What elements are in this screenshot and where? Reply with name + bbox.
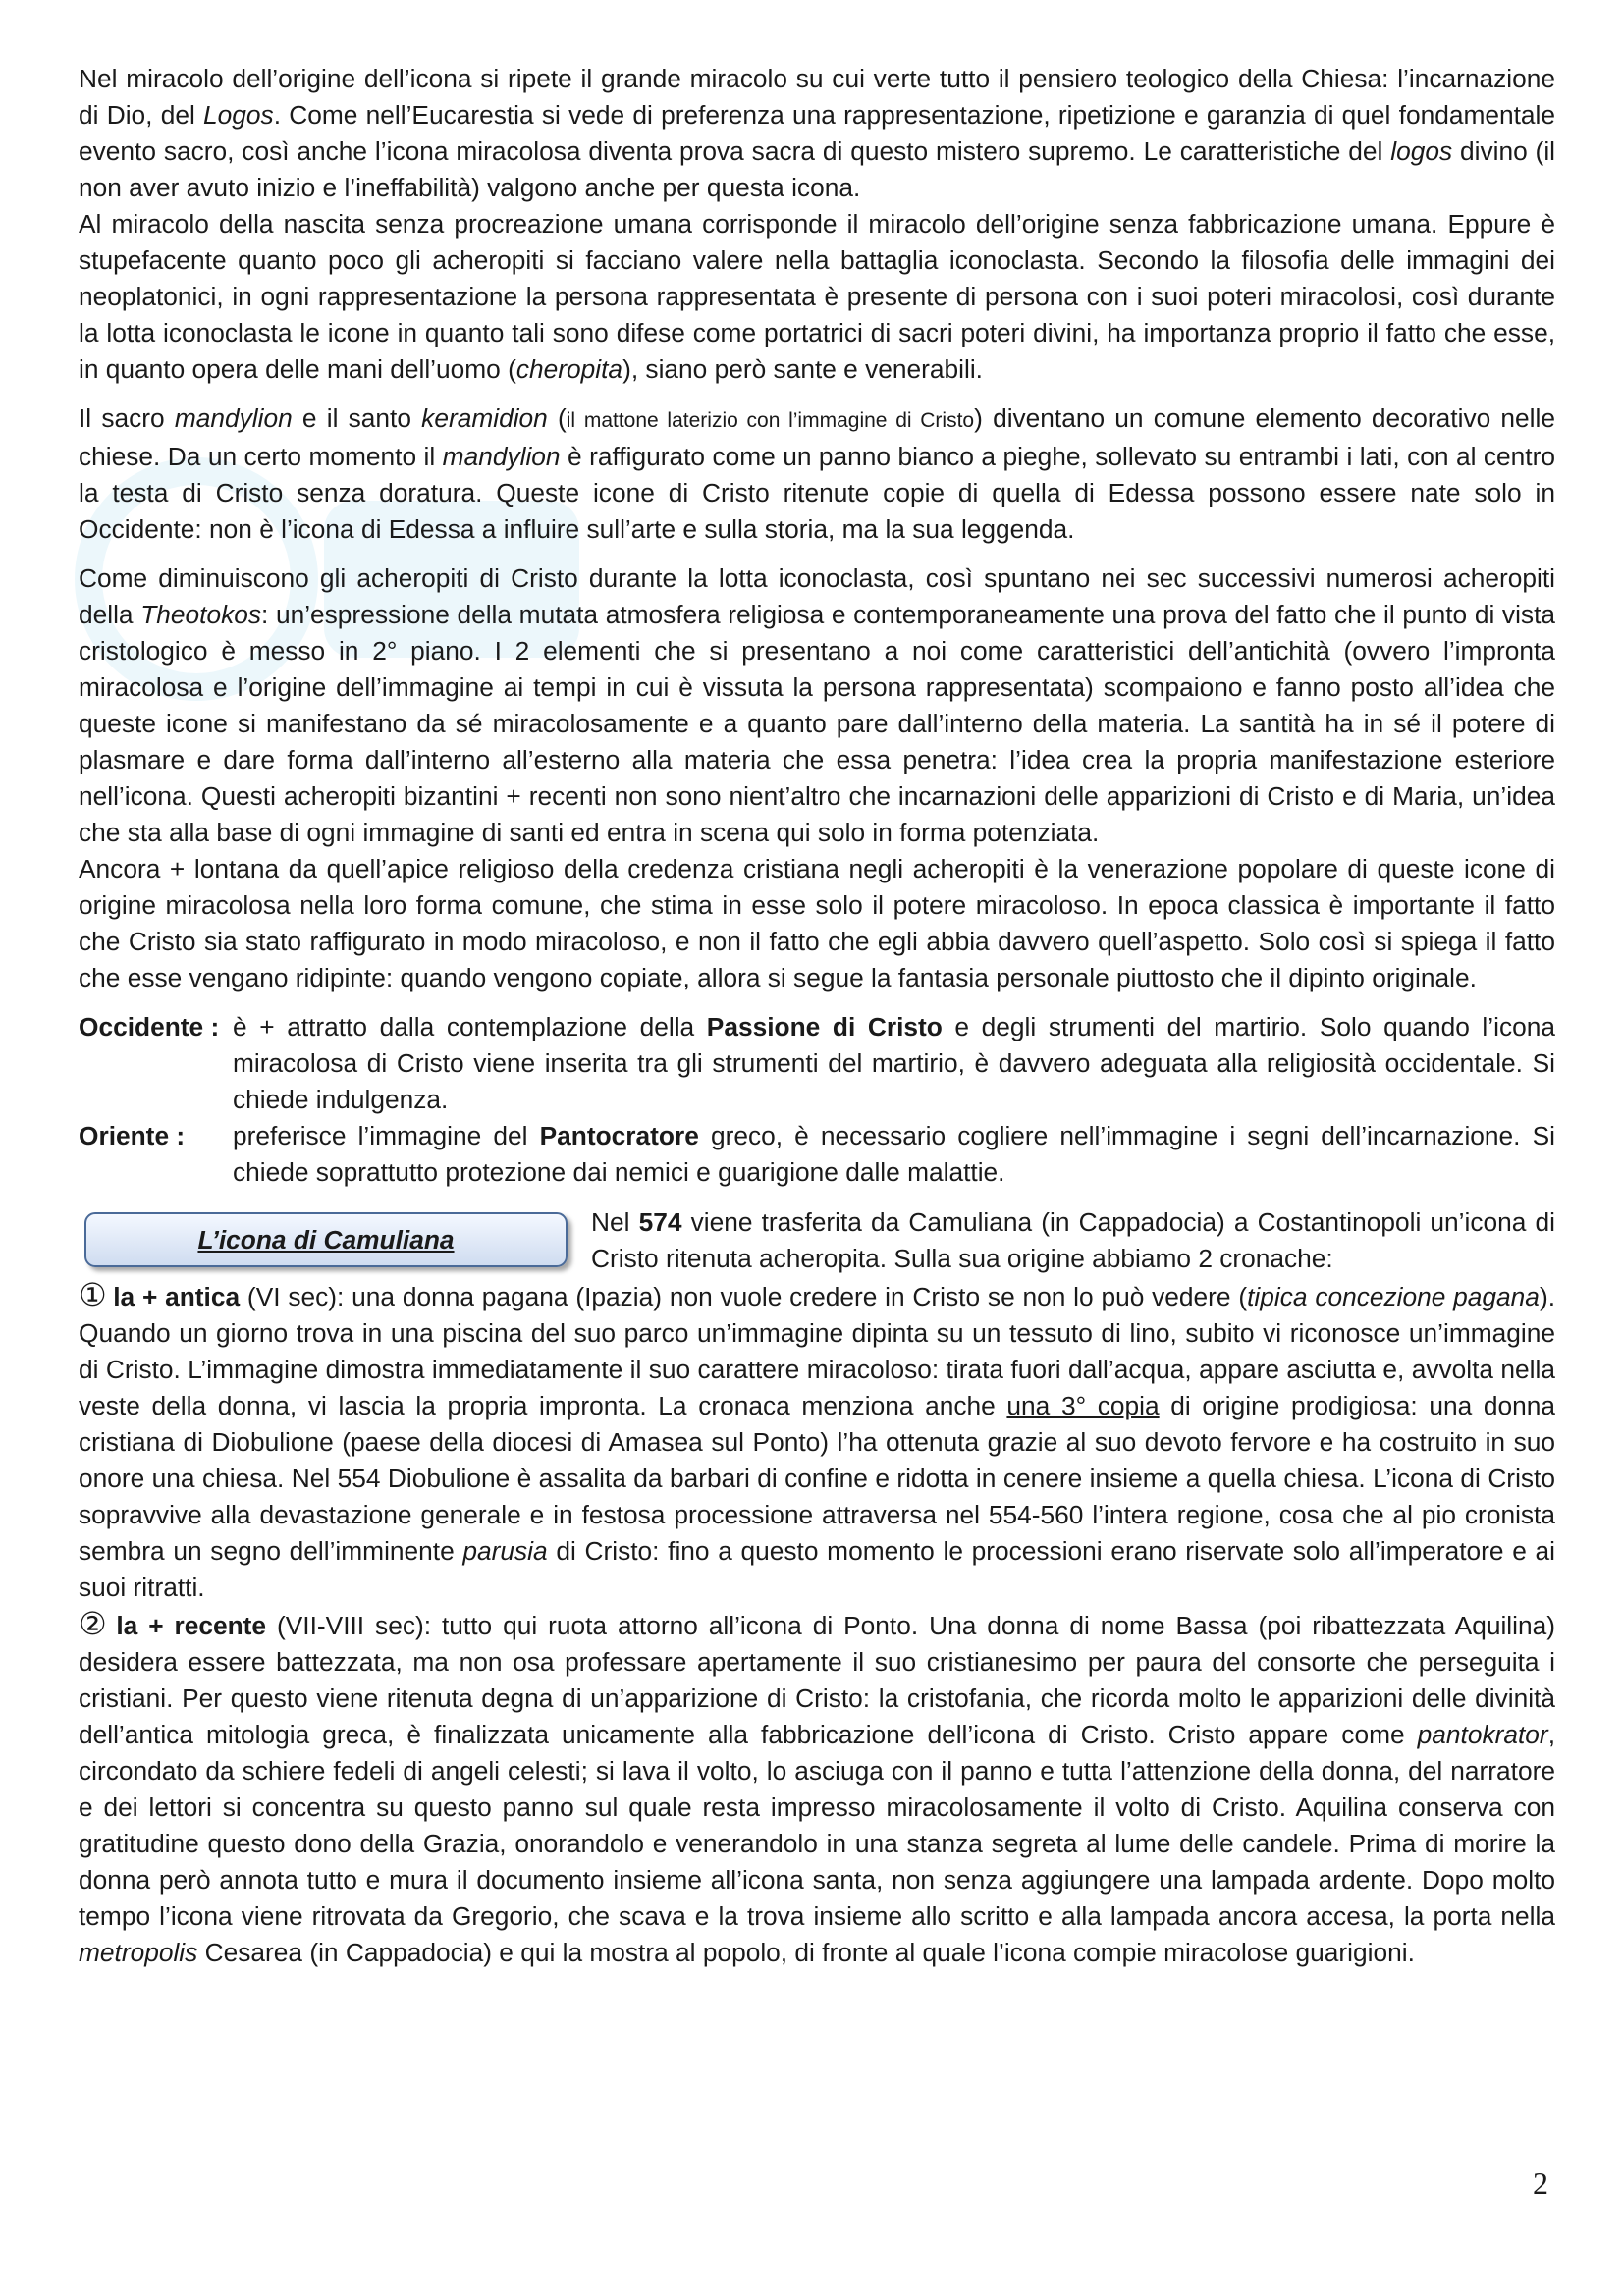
oriente-row xyxy=(79,1118,1555,1191)
oriente-text: preferisce l’immagine del Pantocratore greco, è necessario cogliere nell’immagine i segni dell’incarnazione. Si chiede soprattutto protezione dai nemici e guarigione dalle malattie. xyxy=(233,1121,1555,1187)
occidente-text: è + attratto dalla contemplazione della Passione di Cristo e degli strumenti del martirio. Solo quando l’icona miracolosa di Cristo viene inserita tra gli strumenti del martirio, è davvero adeguata alla religiosità occidentale. Si chiede indulgenza. xyxy=(233,1012,1555,1114)
chronicle-two: ② la + recente (VII-VIII sec): tutto qui ruota attorno all’icona di Ponto. Una donna di nome Bassa (poi ribattezzata Aquilina) desidera essere battezzata, ma non osa professare apertamente il suo cristianesimo per paura del consorte che perseguita i cristiani. Per questo viene ritenuta degna di un’apparizione di Cristo: la cristofania, che ricorda molto le apparizioni delle divinità dell’antica mitologia greca, è finalizzata unicamente alla fabbricazione dell’icona di Cristo. Cristo appare come pantokrator, circondato da schiere fedeli di angeli celesti; si lava il volto, lo asciuga con il panno e tutta l’attenzione della donna, del narratore e dei lettori si concentra su questo panno sul quale resta impresso miracolosamente il volto di Cristo. Aquilina conserva con gratitudine questo dono della Grazia, onorandolo e venerandolo in una stanza segreta al lume delle candele. Prima di morire la donna però annota tutto e mura il documento insieme all’icona santa, non senza aggiungere una lampada ardente. Dopo molto tempo l’icona viene ritrovata da Gregorio, che scava e la trova insieme allo scritto e alla lampada ancora accesa, la porta nella metropolis Cesarea (in Cappadocia) e qui la mostra al popolo, di fronte al quale l’icona compie miracolose guarigioni. xyxy=(79,1606,1555,1967)
circled-two-icon: ② xyxy=(79,1606,111,1641)
page-number: 2 xyxy=(1533,2165,1548,2201)
paragraph-popular-veneration: Ancora + lontana da quell’apice religioso della credenza cristiana negli acheropiti è la venerazione popolare di queste icone di origine miracolosa nella loro forma comune, che stima in esse solo il potere miracoloso. In epoca classica è importante il fatto che Cristo sia stato raffigurato in modo miracoloso, e non il fatto che egli abbia davvero quell’aspetto. Solo così si spiega il fatto che esse vengano ridipinte: quando vengono copiate, allora si segue la fantasia personale piuttosto che il dipinto originale. xyxy=(79,854,1555,992)
chronicle-one: ① la + antica (VI sec): una donna pagana (Ipazia) non vuole credere in Cristo se non lo può vedere (tipica concezione pagana). Quando un giorno trova in una piscina del suo parco un’immagine dipinta su un tessuto di lino, subito vi riconosce un’immagine di Cristo. L’immagine dimostra immediatamente il suo carattere miracoloso: tirata fuori dall’acqua, appare asciutta e, avvolta nella veste della donna, vi lascia la propria impronta. La cronaca menziona anche una 3° copia di origine prodigiosa: una donna cristiana di Diobulione (paese della diocesi di Amasea sul Ponto) l’ha ottenuta grazie al suo devoto fervore e ha costruito in suo onore una chiesa. Nel 554 Diobulione è assalita da barbari di confine e ridotta in cenere insieme a quella chiesa. L’icona di Cristo sopravvive alla devastazione generale e in festosa processione attraversa nel 554-560 l’intera regione, cosa che al pio cronista sembra un segno dell’imminente parusia di Cristo: fino a questo momento le processioni erano riservate solo all’imperatore e ai suoi ritratti. xyxy=(79,1277,1556,1602)
occidente-row xyxy=(79,1009,1555,1118)
document-page xyxy=(79,61,1555,1971)
paragraph-mandylion: Il sacro mandylion e il santo keramidion (il mattone laterizio con l’immagine di Cristo) diventano un comune elemento decorativo nelle chiese. Da un certo momento il mandylion è raffigurato come un panno bianco a pieghe, sollevato su entrambi i lati, con al centro la testa di Cristo senza doratura. Queste icone di Cristo ritenute copie di quella di Edessa possono essere nate solo in Occidente: non è l’icona di Edessa a influire sull’arte e sulla storia, ma la sua leggenda. xyxy=(79,403,1555,544)
oriente-label: Oriente : xyxy=(79,1121,186,1150)
camuliana-section xyxy=(79,1204,1555,1971)
paragraph-incarnation: Nel miracolo dell’origine dell’icona si ripete il grande miracolo su cui verte tutto il pensiero teologico della Chiesa: l’incarnazione di Dio, del Logos. Come nell’Eucarestia si vede di preferenza una rappresentazione, ripetizione e garanzia di quel fondamentale evento sacro, così anche l’icona miracolosa diventa prova sacra di questo mistero supremo. Le caratteristiche del logos divino (il non aver avuto inizio e l’ineffabilità) valgono anche per questa icona. xyxy=(79,64,1556,202)
circled-one-icon: ① xyxy=(79,1277,108,1312)
paragraph-theotokos: Come diminuiscono gli acheropiti di Cristo durante la lotta iconoclasta, così spuntano nei sec successivi numerosi acheropiti della Theotokos: un’espressione della mutata atmosfera religiosa e contemporaneamente una prova del fatto che il punto di vista cristologico è messo in 2° piano. I 2 elementi che si presentano a noi come caratteristici dell’antichità (ovvero l’impronta miracolosa e l’origine dell’immagine ai tempi in cui è vissuta la persona rappresentata) scompaiono e fanno posto all’idea che queste icone si manifestano da sé miracolosamente e a quanto pare dall’interno della materia. La santità ha in sé il potere di plasmare e dare forma dall’interno all’esterno alla materia che essa penetra: l’idea crea la propria manifestazione esteriore nell’icona. Questi acheropiti bizantini + recenti non sono nient’altro che incarnazioni delle apparizioni di Cristo e di Maria, un’idea che sta alla base di ogni immagine di santi ed entra in scena qui solo in forma potenziata. xyxy=(79,563,1555,847)
paragraph-iconoclasm: Al miracolo della nascita senza procreazione umana corrisponde il miracolo dell’origine senza fabbricazione umana. Eppure è stupefacente quanto poco gli acheropiti si facciano valere nella battaglia iconoclasta. Secondo la filosofia delle immagini dei neoplatonici, in ogni rappresentazione la persona rappresentata è presente di persona con i suoi poteri miracolosi, così durante la lotta iconoclasta le icone in quanto tali sono difese come portatrici di sacri poteri divini, ha importanza proprio il fatto che esse, in quanto opera delle mani dell’uomo (cheropita), siano però sante e venerabili. xyxy=(79,209,1555,384)
occidente-label: Occidente : xyxy=(79,1012,220,1041)
camuliana-intro: Nel 574 viene trasferita da Camuliana (in Cappadocia) a Costantinopoli un’icona di Cristo ritenuta acheropita. Sulla sua origine abbiamo 2 cronache: xyxy=(591,1207,1555,1273)
camuliana-heading-box: L’icona di Camuliana xyxy=(84,1212,568,1267)
